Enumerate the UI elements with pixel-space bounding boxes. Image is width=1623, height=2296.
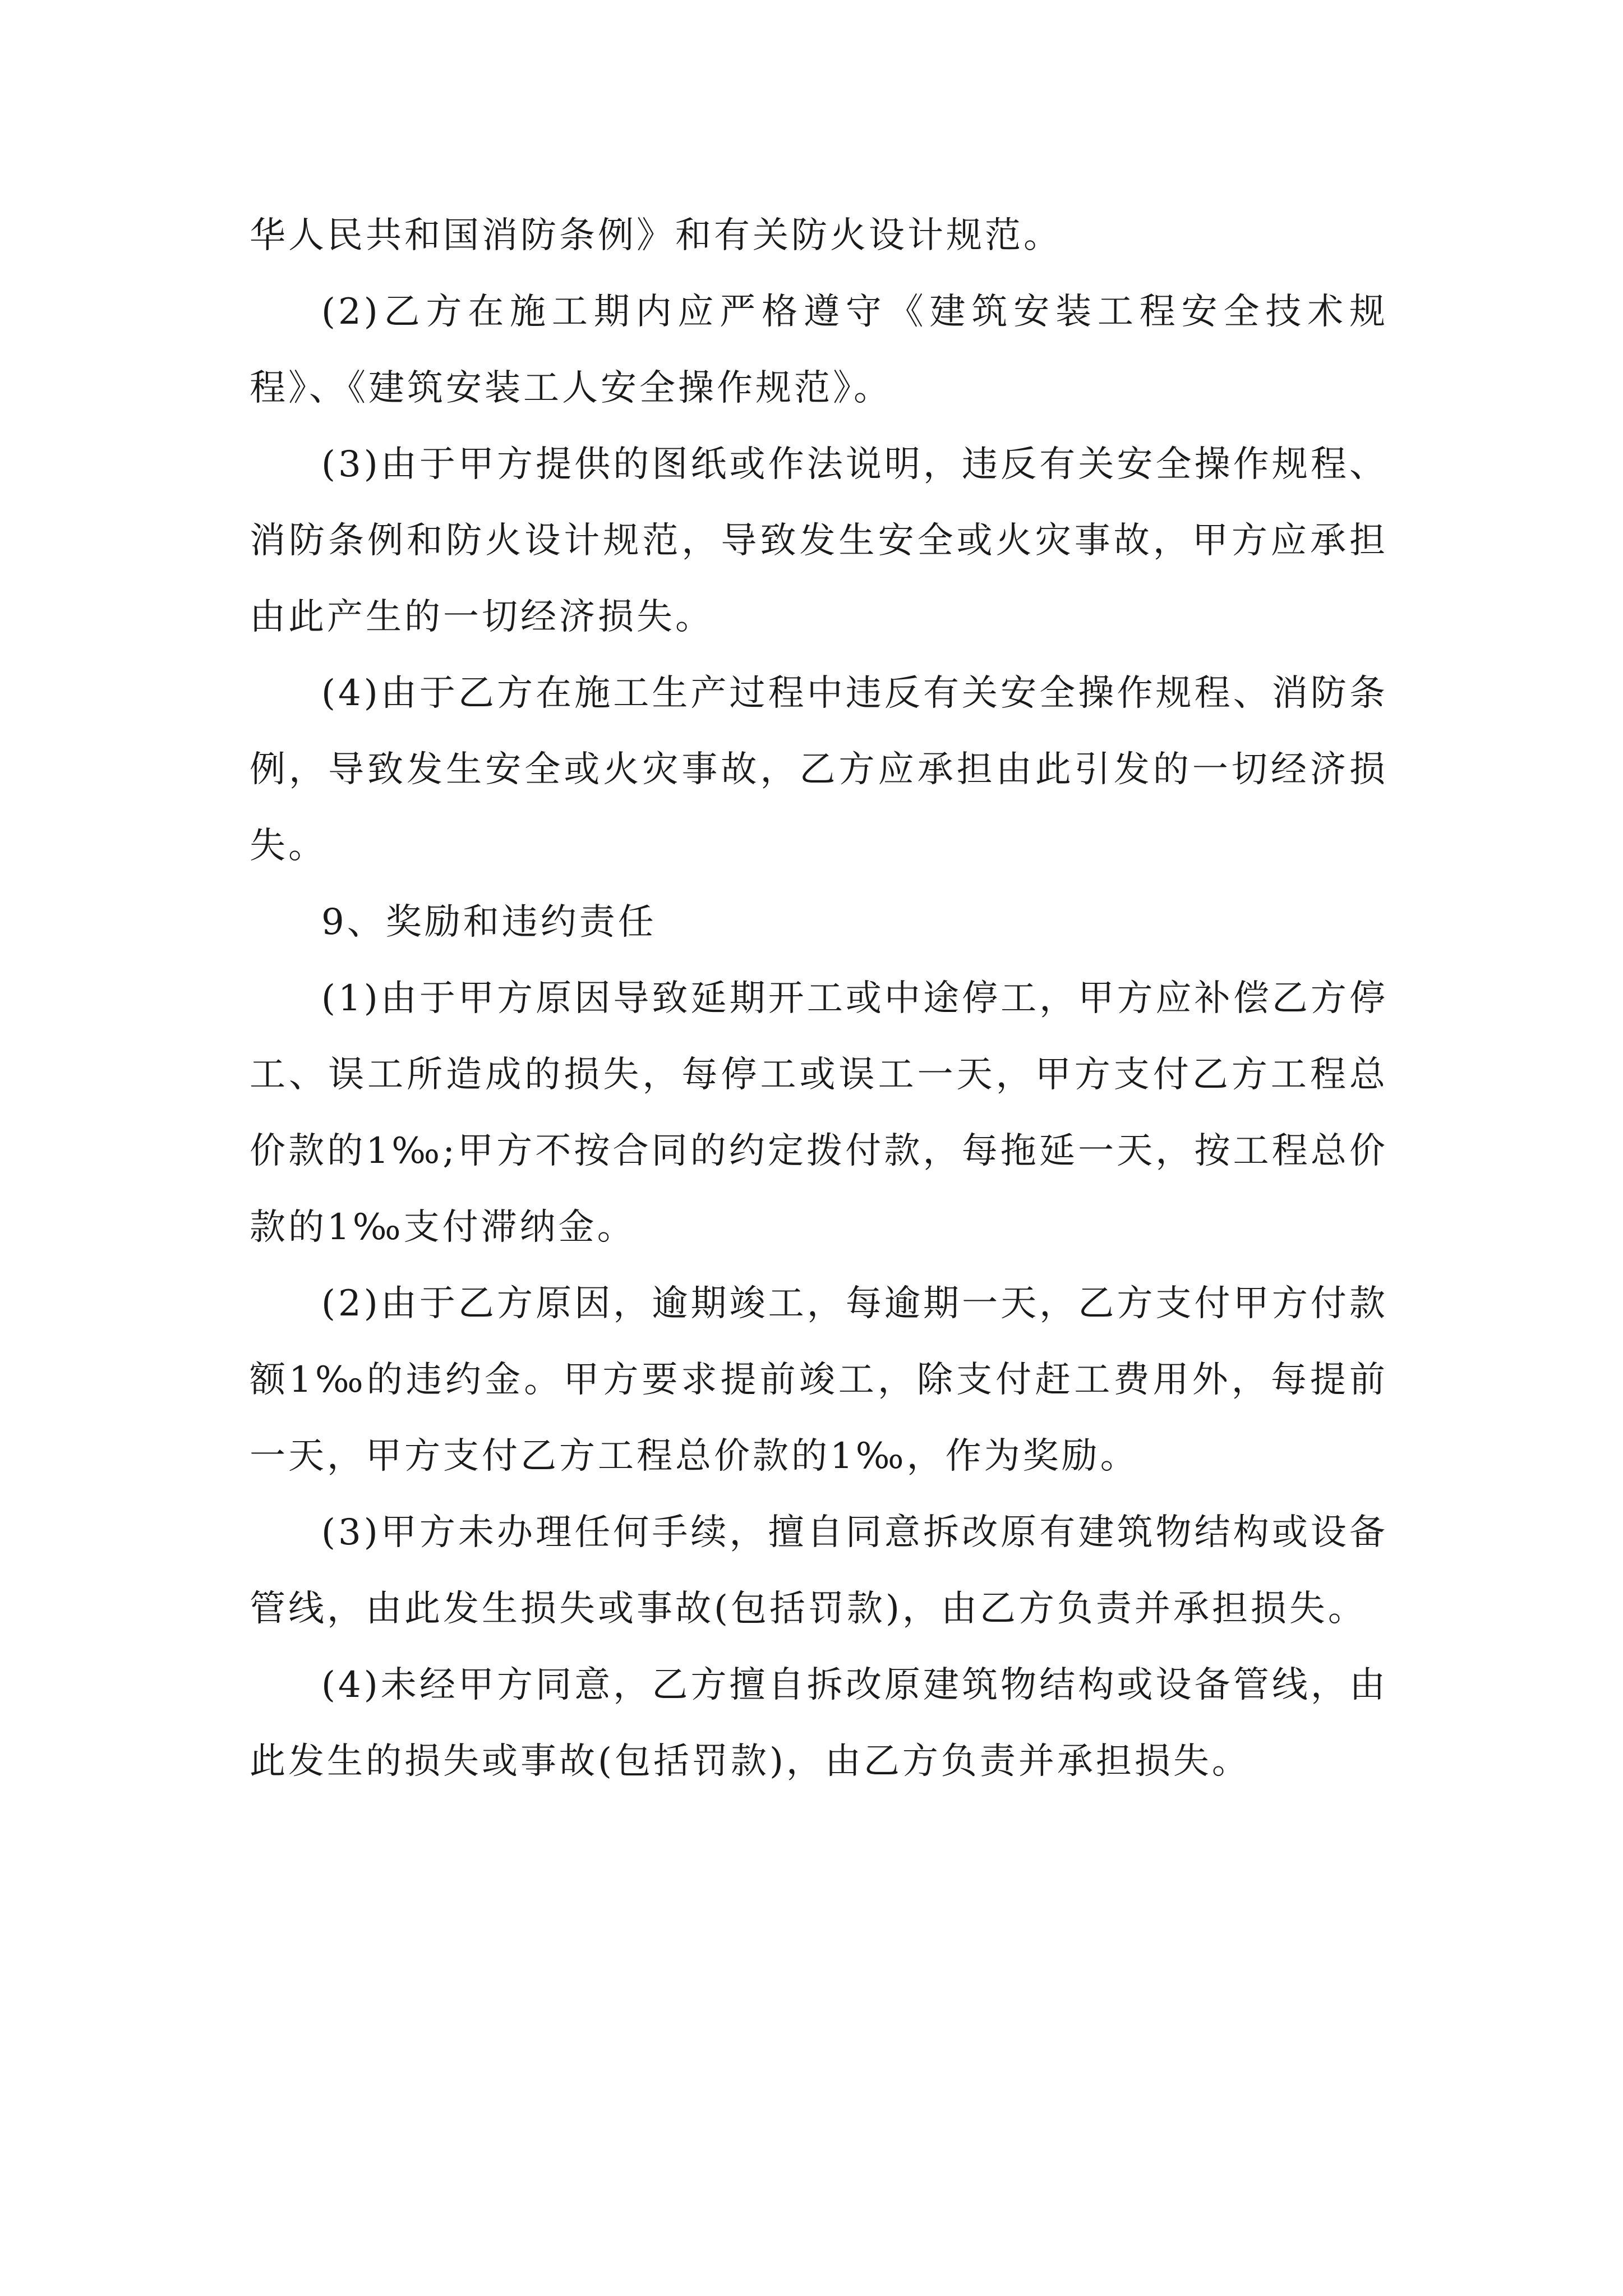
paragraph-unauthorized-approval-3: (3)甲方未办理任何手续，擅自同意拆改原有建筑物结构或设备管线，由此发生损失或事故(包括罚款)，由乙方负责并承担损失。 xyxy=(250,1512,1388,1630)
document-body xyxy=(250,197,1388,1800)
paragraph-safety-rules-2: (2)乙方在施工期内应严格遵守《建筑安装工程安全技术规程》、《建筑安装工人安全操作规范》。 xyxy=(250,291,1388,409)
paragraph-delay-compensation-1: (1)由于甲方原因导致延期开工或中途停工，甲方应补偿乙方停工、误工所造成的损失，每停工或误工一天，甲方支付乙方工程总价款的1‰;甲方不按合同的约定拨付款，每拖延一天，按工程总价款的1‰支付滞纳金。 xyxy=(250,978,1388,1248)
paragraph-unauthorized-modification-4: (4)未经甲方同意，乙方擅自拆改原建筑物结构或设备管线，由此发生的损失或事故(包括罚款)，由乙方负责并承担损失。 xyxy=(250,1664,1388,1782)
paragraph-fire-regulations-continued: 华人民共和国消防条例》和有关防火设计规范。 xyxy=(250,215,1062,256)
paragraph-party-b-liability-4: (4)由于乙方在施工生产过程中违反有关安全操作规程、消防条例，导致发生安全或火灾事故，乙方应承担由此引发的一切经济损失。 xyxy=(250,673,1388,867)
paragraph-party-a-liability-3: (3)由于甲方提供的图纸或作法说明，违反有关安全操作规程、消防条例和防火设计规范，导致发生安全或火灾事故，甲方应承担由此产生的一切经济损失。 xyxy=(250,444,1388,638)
paragraph-overdue-penalty-2: (2)由于乙方原因，逾期竣工，每逾期一天，乙方支付甲方付款额1‰的违约金。甲方要求提前竣工，除支付赶工费用外，每提前一天，甲方支付乙方工程总价款的1‰，作为奖励。 xyxy=(250,1283,1388,1477)
section-heading-rewards-breach: 9、奖励和违约责任 xyxy=(321,901,657,943)
